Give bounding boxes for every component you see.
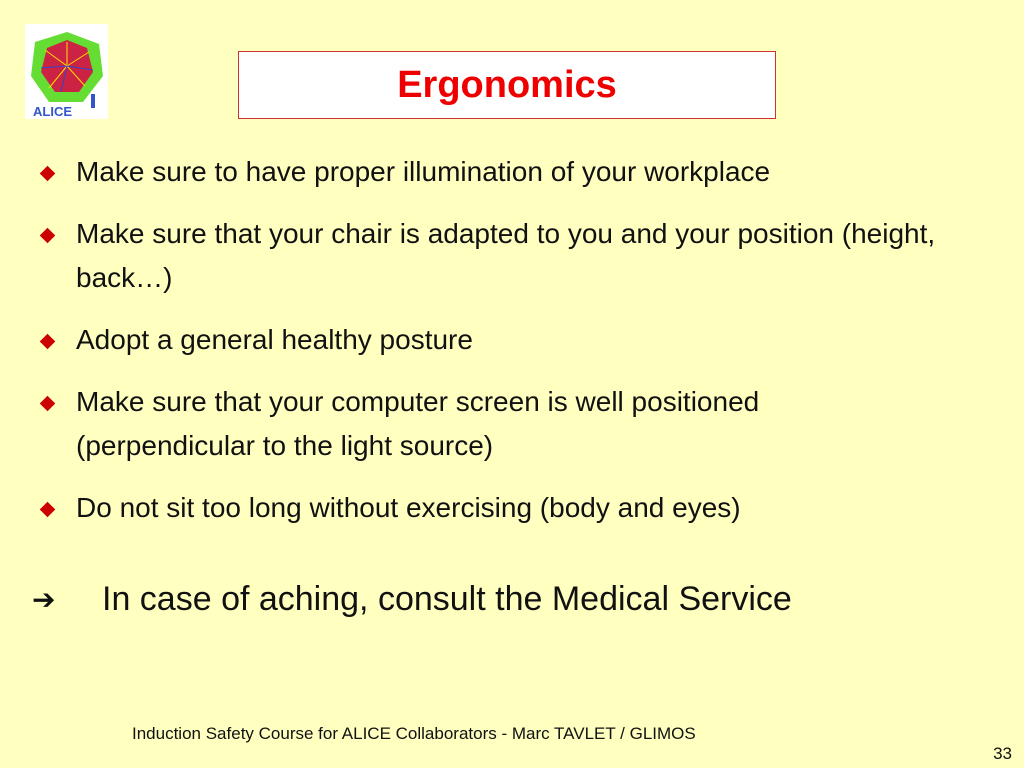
alice-logo bbox=[25, 24, 108, 119]
footer-text: Induction Safety Course for ALICE Collaborators - Marc TAVLET / GLIMOS bbox=[132, 724, 696, 743]
bullet-item bbox=[38, 212, 938, 300]
diamond-bullet-icon bbox=[40, 502, 56, 518]
right-arrow-icon: ➔ bbox=[32, 584, 56, 615]
conclusion-text: In case of aching, consult the Medical Service bbox=[102, 580, 792, 618]
svg-text:ALICE: ALICE bbox=[33, 104, 72, 119]
bullet-item bbox=[38, 486, 938, 530]
bullet-text: Adopt a general healthy posture bbox=[76, 324, 473, 355]
slide-title: Ergonomics bbox=[397, 63, 617, 106]
bullet-item bbox=[38, 318, 938, 362]
conclusion-line bbox=[32, 580, 992, 619]
bullet-text: Make sure that your computer screen is well positioned (perpendicular to the light source) bbox=[76, 386, 760, 461]
bullet-item bbox=[38, 150, 938, 194]
bullet-text: Do not sit too long without exercising (body and eyes) bbox=[76, 492, 741, 523]
bullet-list bbox=[38, 150, 938, 548]
alice-logo-graphic bbox=[25, 24, 108, 119]
diamond-bullet-icon bbox=[40, 334, 56, 350]
diamond-bullet-icon bbox=[40, 396, 56, 412]
title-box bbox=[238, 51, 776, 119]
bullet-text: Make sure that your chair is adapted to you and your position (height, back…) bbox=[76, 218, 936, 293]
bullet-item bbox=[38, 380, 938, 468]
diamond-bullet-icon bbox=[40, 228, 56, 244]
diamond-bullet-icon bbox=[40, 166, 56, 182]
bullet-text: Make sure to have proper illumination of your workplace bbox=[76, 156, 771, 187]
page-number: 33 bbox=[993, 744, 1012, 763]
